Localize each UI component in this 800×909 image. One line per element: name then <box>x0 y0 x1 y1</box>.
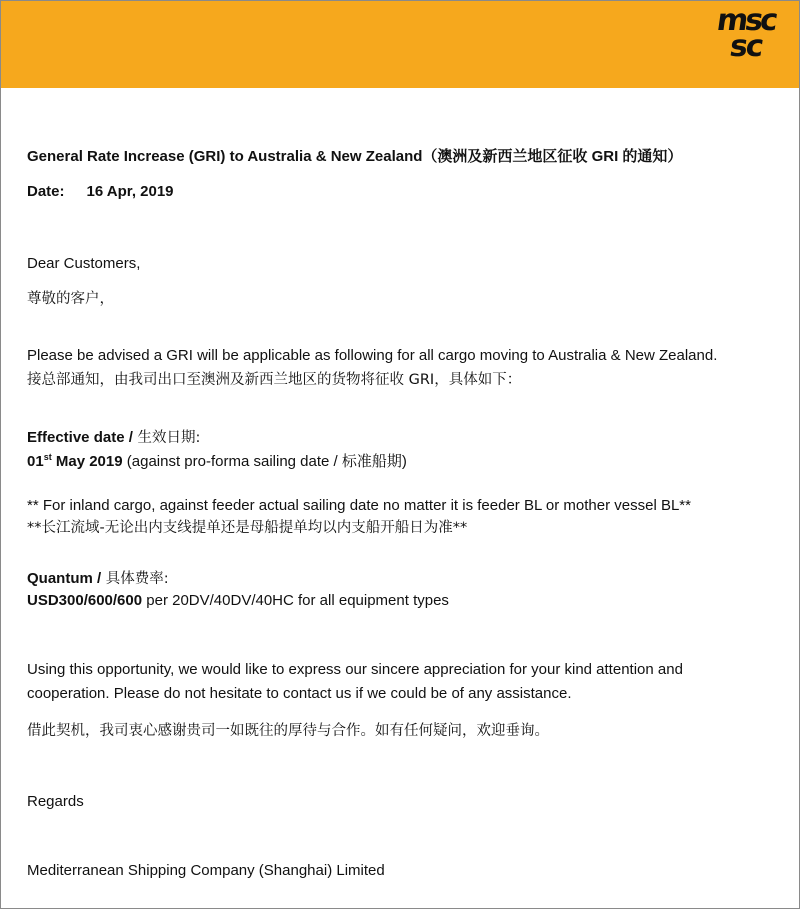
company-name: Mediterranean Shipping Company (Shanghai) Limited <box>27 862 385 879</box>
msc-logo <box>714 3 778 64</box>
quantum-label-en: Quantum / <box>27 570 102 587</box>
closing-chinese: 借此契机，我司衷心感谢贵司一如既往的厚待与合作。如有任何疑问，欢迎垂询。 <box>27 723 549 739</box>
effective-label-en: Effective date / <box>27 429 133 446</box>
greeting-chinese: 尊敬的客户， <box>27 291 114 307</box>
effective-month-year: May 2019 <box>51 453 123 470</box>
inland-note-chinese: **长江流域-无论出内支线提单还是母船提单均以内支船开船日为准** <box>27 520 468 536</box>
regards: Regards <box>27 793 84 810</box>
effective-label-cn: 生效日期: <box>132 430 201 446</box>
effective-date-label <box>27 428 200 448</box>
inland-note-english: ** For inland cargo, against feeder actual sailing date no matter it is feeder BL or mother vessel BL** <box>27 497 691 514</box>
quantum-amount: USD300/600/600 <box>27 592 143 609</box>
logo-line-2: sc <box>727 29 765 64</box>
quantum-label <box>27 569 169 589</box>
intro-chinese: 接总部通知，由我司出口至澳洲及新西兰地区的货物将征收 GRI，具体如下： <box>27 372 522 388</box>
effective-date-value <box>27 452 407 472</box>
effective-note: (against pro-forma sailing date / 标准船期) <box>122 453 407 470</box>
closing-english-line-1: Using this opportunity, we would like to express our sincere appreciation for your kind attention and <box>27 661 683 678</box>
notice-title: General Rate Increase (GRI) to Australia & New Zealand（澳洲及新西兰地区征收 GRI 的通知） <box>27 148 683 165</box>
header-banner <box>1 1 799 88</box>
effective-day-suffix: st <box>43 452 52 462</box>
date-line <box>27 182 174 202</box>
intro-english: Please be advised a GRI will be applicable as following for all cargo moving to Australia & New Zealand. <box>27 347 718 364</box>
quantum-label-cn: 具体费率: <box>101 571 169 587</box>
greeting-english: Dear Customers, <box>27 255 141 272</box>
date-label: Date: <box>27 183 65 200</box>
effective-day: 01 <box>27 453 44 470</box>
closing-english-line-2: cooperation. Please do not hesitate to contact us if we could be of any assistance. <box>27 685 572 702</box>
quantum-value <box>27 591 449 611</box>
quantum-description: per 20DV/40DV/40HC for all equipment types <box>142 592 449 609</box>
date-value: 16 Apr, 2019 <box>86 183 174 200</box>
logo-line-1: msc <box>714 3 778 38</box>
